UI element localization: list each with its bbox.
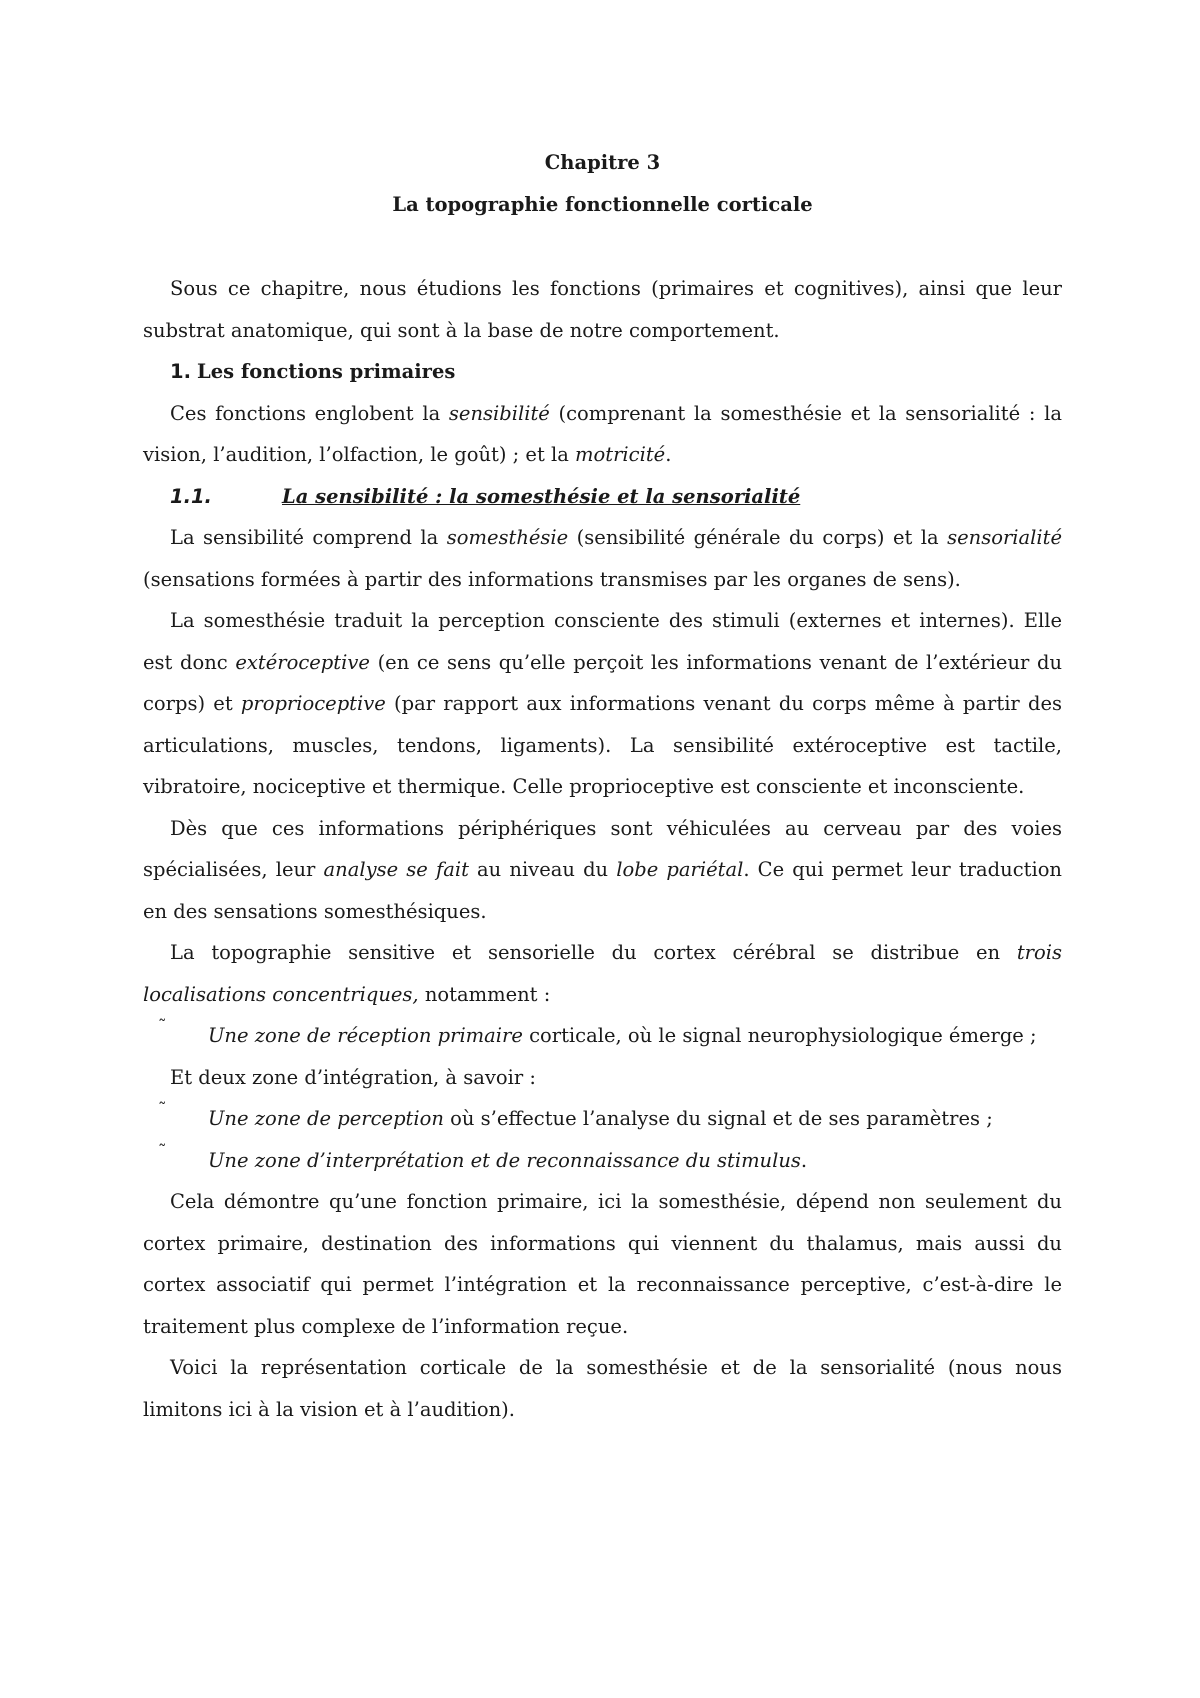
emphasis-localisations: trois localisations concentriques, [143,941,1062,1006]
section-1-1-title: La sensibilité : la somesthésie et la sensorialité [282,484,801,508]
emphasis-analyse: analyse se fait [323,858,469,881]
text-run: (sensations formées à partir des informations transmises par les organes de sens). [143,567,961,591]
tilde-bullet-icon: ˜ [158,1141,167,1162]
text-run: corticale, où le signal neurophysiologique émerge ; [522,1024,1037,1047]
text-run: La topographie sensitive et sensorielle du cortex cérébral se distribue en [170,941,1017,964]
list-item [143,1098,1062,1140]
section-1-1-number: 1.1. [170,484,212,508]
intro-paragraph: Sous ce chapitre, nous étudions les fonctions (primaires et cognitives), ainsi que leur substrat anatomique, qui sont à la base de notre comportement. [143,277,1062,342]
section-1-paragraph [143,393,1062,476]
chapter-heading: Chapitre 3 [544,151,661,174]
emphasis-zone-reception: Une zone de réception primaire [208,1024,523,1047]
paragraph-sensibilite [143,517,1062,600]
emphasis-zone-perception: Une zone de perception [208,1107,444,1130]
tilde-bullet-icon: ˜ [158,1100,167,1120]
text-run: La somesthésie traduit la perception consciente des stimuli (externes et internes). Elle est donc [143,609,1062,674]
text-run: (par rapport aux informations venant du corps même à partir des articulations, muscles, tendons, ligaments). La sensibilité extéroceptive est tactile, vibratoire, nociceptive et thermique. Celle proprioceptive est consciente et inconsciente. [143,692,1062,798]
list-item [143,1140,1062,1182]
emphasis-exteroceptive: extéroceptive [235,650,370,674]
tilde-bullet-icon: ˜ [158,1017,167,1037]
text-run: . Ce qui permet leur traduction en des sensations somesthésiques. [143,858,1062,923]
text-run: (en ce sens qu’elle perçoit les informations venant de l’extérieur du corps) et [143,650,1063,715]
emphasis-lobe-parietal: lobe pariétal [616,858,744,881]
paragraph-analyse [143,808,1062,933]
paragraph-representation: Voici la représentation corticale de la somesthésie et de la sensorialité (nous nous limitons ici à la vision et à l’audition). [143,1356,1062,1421]
paragraph-topographie [143,932,1062,1015]
text-run: Dès que ces informations périphériques sont véhiculées au cerveau par des voies spécialisées, leur [143,816,1062,881]
emphasis-proprioceptive: proprioceptive [240,692,386,715]
text-run: Ces fonctions englobent la [170,401,449,425]
emphasis-motricite: motricité [575,443,666,466]
text-run: (sensibilité générale du corps) et la [568,526,948,549]
paragraph-somesthesie [143,600,1062,808]
text-run: . [665,443,672,466]
text-run: La sensibilité comprend la [170,526,447,549]
section-1-number: 1. [170,360,191,383]
integration-line: Et deux zone d’intégration, à savoir : [170,1065,536,1089]
text-run: . [800,1148,808,1172]
section-1-heading [143,351,1062,393]
text-run: notamment : [418,982,551,1006]
emphasis-zone-interpretation: Une zone d’interprétation et de reconnaissance du stimulus [208,1148,801,1172]
text-run: (comprenant la somesthésie et la sensorialité : la vision, l’audition, l’olfaction, le goût) ; et la [143,401,1062,466]
emphasis-sensorialite: sensorialité [947,526,1063,549]
paragraph-conclusion: Cela démontre qu’une fonction primaire, ici la somesthésie, dépend non seulement du cortex primaire, destination des informations qui viennent du thalamus, mais aussi du cortex associatif qui permet l’intégration et la reconnaissance perceptive, c’est-à-dire le traitement plus complexe de l’information reçue. [143,1190,1062,1338]
text-run: où s’effectue l’analyse du signal et de ses paramètres ; [443,1107,993,1130]
section-1-1-heading [143,476,1062,518]
emphasis-sensibilite: sensibilité [448,401,550,425]
chapter-title: La topographie fonctionnelle corticale [392,193,813,216]
emphasis-somesthesie: somesthésie [446,526,569,549]
list-item [143,1015,1062,1057]
title-block [143,142,1062,226]
text-run: au niveau du [468,858,617,881]
section-1-title: Les fonctions primaires [196,360,456,383]
